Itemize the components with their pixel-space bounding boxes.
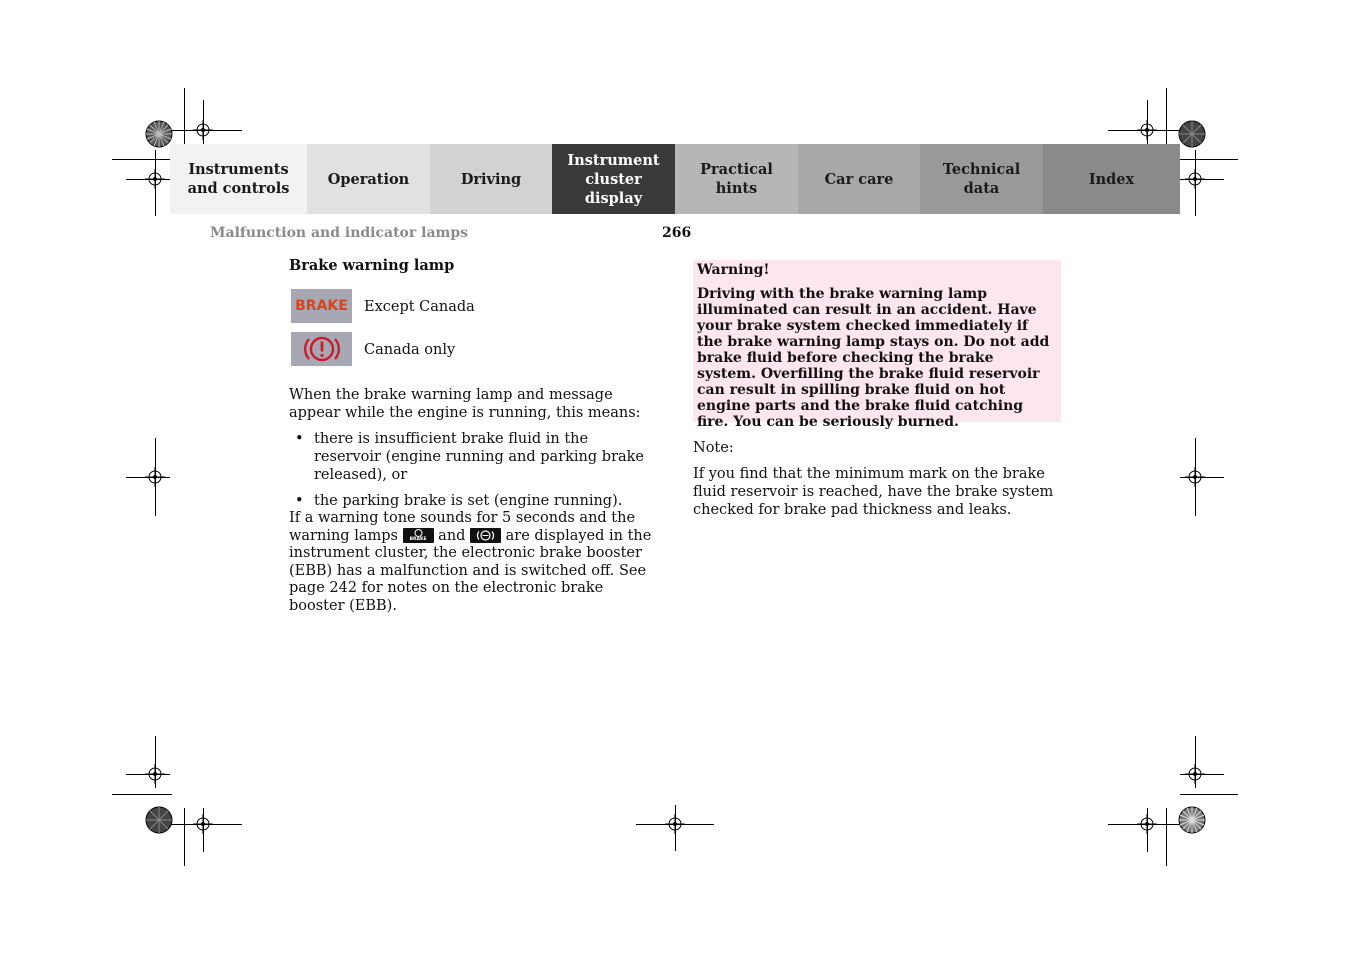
tab-practical-hints[interactable]: [675, 144, 798, 214]
crop-line: [1195, 150, 1196, 216]
crop-line: [155, 150, 156, 216]
crop-line: [184, 88, 185, 144]
crop-line: [203, 100, 204, 144]
brake-lamp-icon: [291, 289, 352, 323]
lamp-label-canada-only: Canada only: [364, 342, 456, 358]
crop-line: [126, 774, 170, 775]
crop-line: [162, 824, 242, 825]
bullet: •: [295, 493, 304, 509]
tab-label: Instrument cluster display: [567, 151, 660, 207]
crop-line: [203, 808, 204, 852]
intro-paragraph: When the brake warning lamp and message appear while the engine is running, this means:: [289, 387, 641, 421]
tab-index[interactable]: [1043, 144, 1180, 214]
list-item: [289, 492, 659, 510]
color-rosette-icon: [145, 806, 173, 834]
running-header: Malfunction and indicator lamps: [210, 225, 469, 241]
bullet: •: [295, 431, 304, 447]
tab-label: Technical data: [942, 161, 1021, 197]
ebb-text-1: If a warning tone sounds for 5 seconds and the warning lamps: [289, 510, 636, 544]
tab-driving[interactable]: [430, 144, 552, 214]
tab-label: Instruments and controls: [187, 161, 290, 197]
crop-line: [1166, 808, 1167, 866]
crop-line: [184, 808, 185, 866]
color-rosette-icon: [145, 120, 173, 148]
crop-line: [126, 477, 170, 478]
tab-operation[interactable]: [307, 144, 430, 214]
list-item-text: there is insufficient brake fluid in the reservoir (engine running and parking brake released), or: [314, 431, 645, 483]
chapter-tab-bar: [170, 144, 1180, 214]
crop-line: [1108, 130, 1188, 131]
crop-line: [1180, 159, 1238, 160]
exclamation-circle-icon: [291, 332, 352, 366]
note-title: Note:: [693, 440, 734, 456]
list-item: [289, 430, 659, 484]
crop-line: [1147, 808, 1148, 852]
brake-circle-icon: [470, 528, 501, 543]
brake-warning-canada-icon: [291, 332, 352, 366]
condition-list: [289, 430, 659, 518]
warning-box: [693, 260, 1061, 430]
crop-line: [1180, 477, 1224, 478]
crop-line: [155, 736, 156, 788]
section-title: Brake warning lamp: [289, 257, 455, 274]
crop-line: [112, 159, 172, 160]
tab-label: Driving: [460, 170, 522, 188]
tab-label: Practical hints: [700, 161, 773, 197]
tab-technical-data[interactable]: [920, 144, 1043, 214]
crop-line: [1166, 88, 1167, 144]
crop-line: [1180, 774, 1224, 775]
ebb-and: and: [438, 527, 466, 544]
crop-line: [1147, 100, 1148, 144]
tab-car-care[interactable]: [798, 144, 920, 214]
note-text: If you find that the minimum mark on the brake fluid reservoir is reached, have the brake system checked for brake pad thickness and leaks.: [693, 466, 1054, 518]
crop-line: [1108, 824, 1188, 825]
tab-instrument-cluster-display[interactable]: [552, 144, 675, 214]
list-item-text: the parking brake is set (engine running).: [314, 493, 623, 509]
crop-line: [1180, 794, 1238, 795]
lamp-label-except-canada: Except Canada: [364, 299, 475, 315]
crop-line: [675, 805, 676, 851]
page-number: 266: [662, 225, 692, 241]
crop-line: [162, 130, 242, 131]
crop-line: [1195, 736, 1196, 788]
color-rosette-icon: [1178, 806, 1206, 834]
tab-label: Operation: [327, 170, 410, 188]
color-rosette-icon: [1178, 120, 1206, 148]
ebb-text-2: are displayed in the instrument cluster, the electronic brake booster (EBB) has a malfunction and is switched off. See page 242 for notes on the electronic brake booster (EBB).: [289, 527, 652, 614]
warning-title: Warning!: [697, 262, 770, 278]
warning-text: Driving with the brake warning lamp illuminated can result in an accident. Have your brake system checked immediately if the brake warning lamp stays on. Do not add brake fluid before checking the brake system. Overfilling the brake fluid reservoir can result in spilling brake fluid on hot engine parts and the brake fluid catching fire. You can be seriously burned.: [697, 286, 1050, 430]
brake-circle-lamp-icon: [470, 528, 501, 543]
tab-instruments-and-controls[interactable]: [170, 144, 307, 214]
crop-line: [126, 179, 170, 180]
abs-brake-lamp-icon: [403, 528, 434, 543]
ebb-paragraph: [289, 510, 659, 615]
crop-line: [1180, 179, 1224, 180]
crop-line: [112, 794, 172, 795]
tab-label: Index: [1088, 170, 1135, 188]
tab-label: Car care: [824, 170, 894, 188]
abs-brake-lamp-text: BRAKE: [409, 536, 427, 542]
brake-lamp-text: BRAKE: [295, 298, 348, 314]
